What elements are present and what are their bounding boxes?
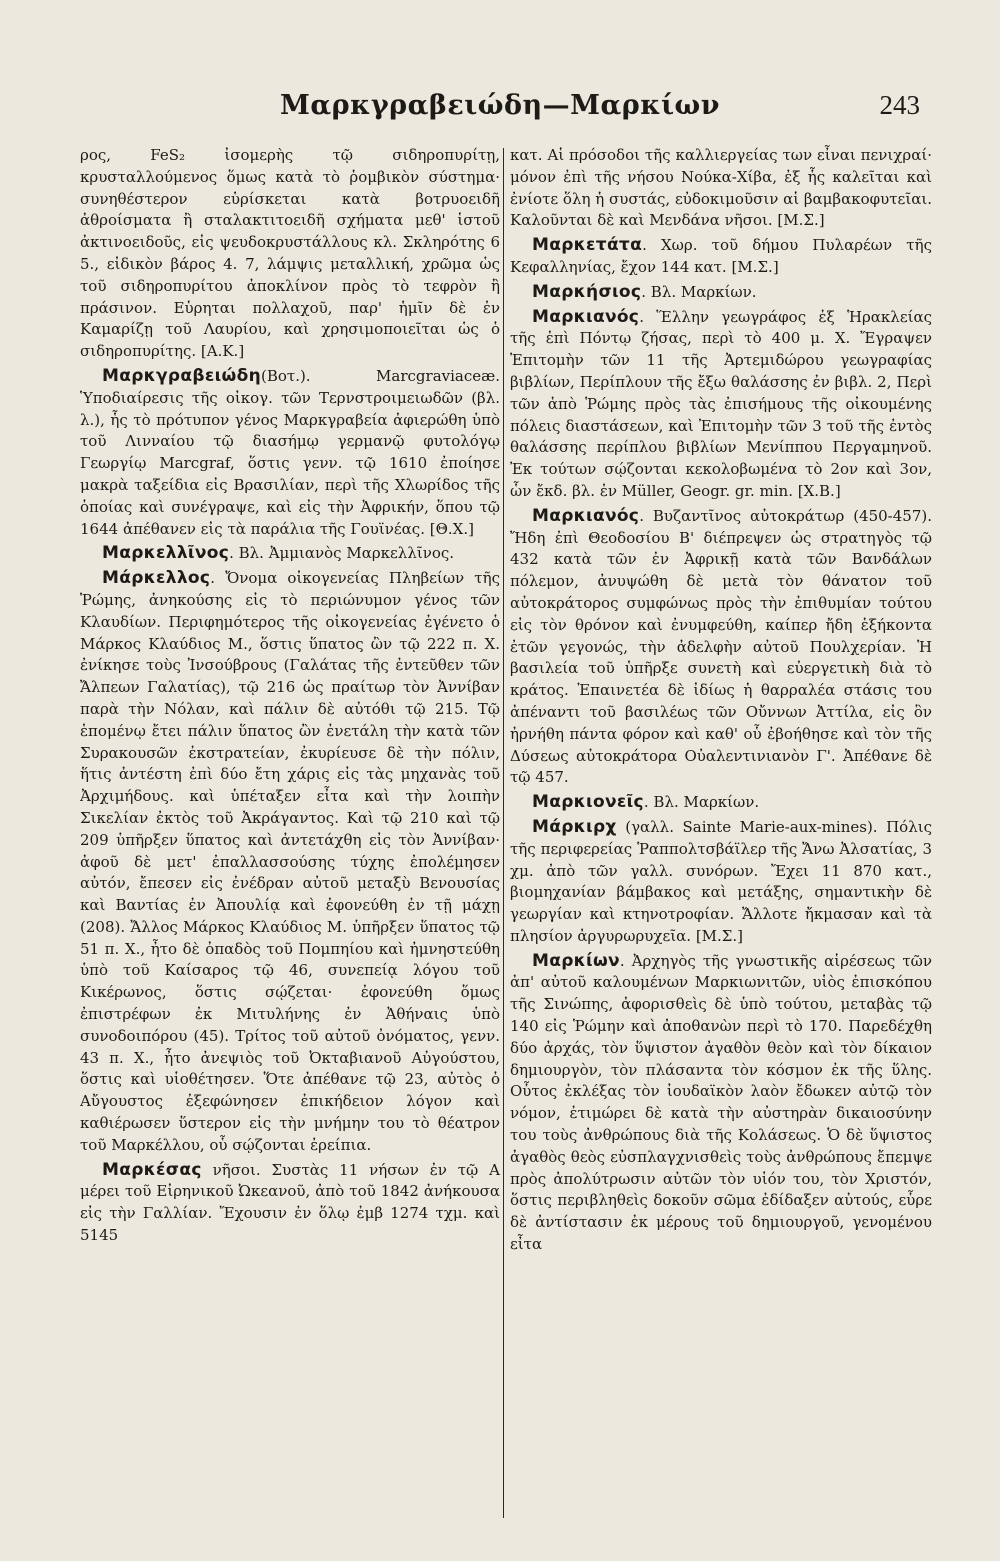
entry-headword: Μάρκιρχ xyxy=(532,816,617,837)
continuation-text: κατ. Αἱ πρόσοδοι τῆς καλλιεργείας των εἶναι πενιχραί· μόνον ἐπὶ τῆς νήσου Νούκα-Χίβα, ἐξ ἧς καλεῖται καὶ ἐνίοτε ὅλη ἡ συστάς, εὐδοκιμοῦσιν αἱ βαμβακοφυτεῖαι. Καλοῦνται δὲ καὶ Μενδάνα νῆσοι. [Μ.Σ.] xyxy=(510,146,932,230)
entry-text: . Βυζαντῖνος αὐτοκράτωρ (450-457). Ἤδη ἐπὶ Θεοδοσίου Β' διέπρεψεν ὡς στρατηγὸς τῷ 432 κατὰ τῶν ἐν Ἀφρικῇ κατὰ τῶν Βανδάλων πόλεμον, ἀνυψώθη δὲ μετὰ τὸν θάνατον τοῦ αὐτοκράτορος συμφώνως πρὸς τὴν ἐπιθυμίαν τούτου εἰς τὸν θρόνον καὶ ἐνυμφεύθη, καίπερ ἤδη ἑξήκοντα ἐτῶν γεγονώς, τὴν ἀδελφὴν αὐτοῦ Πουλχερίαν. Ἡ βασιλεία τοῦ ὑπῆρξε συνετὴ καὶ εὐεργετικὴ διὰ τὸ κράτος. Ἐπαινετέα δὲ ἰδίως ἡ θαρραλέα στάσις του ἀπέναντι τοῦ βασιλέως τῶν Οὔννων Ἀττίλα, εἰς ὃν ἠρνήθη πάντα φόρον καὶ καθ' οὗ ἐβοήθησε καὶ τὸν τῆς Δύσεως αὐτοκράτορα Οὐαλεντινιανὸν Γ'. Ἀπέθανε δὲ τῷ 457. xyxy=(510,506,932,787)
entry-headword: Μαρκελλῖνος xyxy=(102,543,230,564)
right-column xyxy=(510,145,932,1259)
column-divider xyxy=(503,148,504,1518)
entry-text: . Βλ. Ἀμμιανὸς Μαρκελλῖνος. xyxy=(229,544,455,563)
page-number: 243 xyxy=(879,90,920,120)
entry-text: . Χωρ. τοῦ δήμου Πυλαρέων τῆς Κεφαλληνίας, ἔχον 144 κατ. [Μ.Σ.] xyxy=(510,236,932,276)
entry-markesios xyxy=(510,282,932,304)
entry-markgraveiode xyxy=(80,366,500,540)
page-header xyxy=(0,84,1000,124)
entry-markellinos xyxy=(80,543,500,565)
entry-headword: Μαρκιανός xyxy=(532,306,640,327)
entry-text: . Βλ. Μαρκίων. xyxy=(641,282,757,301)
entry-text: (Βοτ.). Marcgraviaceæ. Ὑποδιαίρεσις τῆς οἰκογ. τῶν Τερνστροιμειωδῶν (βλ. λ.), ἧς τὸ πρότυπον γένος Μαρκγραβεία ἀφιερώθη ὑπὸ τοῦ Λινναίου τῷ διασήμῳ γερμανῷ φυτολόγῳ Γεωργίῳ Marcgraf, ὅστις γενν. τῷ 1610 ἐποίησε μακρὰ ταξείδια εἰς Βρασιλίαν, περὶ τῆς Χλωρίδος τῆς ὁποίας καὶ συνέγραψε, καὶ εἰς τὴν Ἀφρικήν, ὅπου τῷ 1644 ἀπέθανεν εἰς τὰ παράλια τῆς Γουϊνέας. [Θ.Χ.] xyxy=(80,366,500,538)
entry-text: . Ὄνομα οἰκογενείας Πληβείων τῆς Ῥώμης, ἀνηκούσης εἰς τὸ περιώνυμον γένος τῶν Κλαυδίων. Περιφημότερος τῆς οἰκογενείας ἐγένετο ὁ Μάρκος Κλαύδιος Μ., ὅστις ὕπατος ὢν τῷ 222 π. Χ. ἐνίκησε τοὺς Ἰνσούβρους (Γαλάτας τῆς ἐντεῦθεν τῶν Ἄλπεων Γαλατίας), τῷ 216 ὡς πραίτωρ τὸν Ἀννίβαν παρὰ τὴν Νόλαν, καὶ πάλιν δὲ αὐτόθι τῷ 215. Τῷ ἑπομένῳ ἔτει πάλιν ὕπατος ὢν ἐνετάλη τὴν κατὰ τῶν Συρακουσῶν ἐκστρατείαν, ἐκυρίευσε δὲ τὴν πόλιν, ἥτις ἀντέστη ἐπὶ δύο ἔτη χάρις εἰς τὰς μηχανὰς τοῦ Ἀρχιμήδους. καὶ ὑπέταξεν εἶτα καὶ τὴν λοιπὴν Σικελίαν ἐκτὸς τοῦ Ἀκράγαντος. Καὶ τῷ 210 καὶ τῷ 209 ὑπῆρξεν ὕπατος καὶ ἀντετάχθη εἰς τὸν Ἀννίβαν· ἀφοῦ δὲ μετ' ἐπαλλασσούσης τύχης ἐπολέμησεν αὐτόν, ἔπεσεν εἰς ἐνέδραν αὐτοῦ μεταξὺ Βενουσίας καὶ Βαντίας ἐν Ἀπουλίᾳ καὶ ἐφονεύθη ἐν τῇ μάχῃ (208). Ἄλλος Μάρκος Κλαύδιος Μ. ὑπῆρξεν ὕπατος τῷ 51 π. Χ., ἦτο δὲ ὀπαδὸς τοῦ Πομπηίου καὶ ἠμνηστεύθη ὑπὸ τοῦ Καίσαρος τῷ 46, συνεπείᾳ λόγου τοῦ Κικέρωνος, ὅστις σῴζεται· ἐφονεύθη ὅμως ἐπιστρέφων ἐκ Μιτυλήνης ἐν Ἀθήναις ὑπὸ συνοδοιπόρου (45). Τρίτος τοῦ αὐτοῦ ὀνόματος, γενν. 43 π. Χ., ἦτο ἀνεψιὸς τοῦ Ὀκταβιανοῦ Αὐγούστου, ὅστις καὶ υἱοθέτησεν. Ὅτε ἀπέθανε τῷ 23, αὐτὸς ὁ Αὔγουστος ἐξεφώνησεν ἐπικήδειον λόγον καὶ καθιέρωσεν ὕστερον εἰς τὴν μνήμην του τὸ θέατρον τοῦ Μαρκέλλου, οὗ σῴζονται ἐρείπια. xyxy=(80,569,500,1154)
entry-text: . Ἕλλην γεωγράφος ἐξ Ἡρακλείας τῆς ἐπὶ Πόντῳ ζήσας, περὶ τὸ 400 μ. Χ. Ἔγραψεν Ἐπιτομὴν τῶν 11 τῆς Ἀρτεμιδώρου γεωγραφίας βιβλίων, Περίπλουν τῆς ἔξω θαλάσσης ἐν βιβλ. 2, Περὶ τῶν ἀπὸ Ῥώμης πρὸς τὰς ἐπισήμους τῆς οἰκουμένης πόλεις διαστάσεων, καὶ Ἐπιτομὴν τῶν 3 τοῦ τῆς ἐντὸς θαλάσσης περίπλου βιβλίων Μενίππου Περγαμηνοῦ. Ἐκ τούτων σῴζονται κεκολοβωμένα τὸ 2ον καὶ 3ον, ὧν ἔκδ. βλ. ἐν Müller, Geogr. gr. min. [Χ.Β.] xyxy=(510,307,932,500)
continuation-text: ρος, FeS₂ ἰσομερὴς τῷ σιδηροπυρίτῃ, κρυσταλλούμενος ὅμως κατὰ τὸ ῥομβικὸν σύστημα· συνηθέστερον εὑρίσκεται κατὰ βοτρυοειδῆ ἀθροίσματα ἢ σταλακτιτοειδῆ σχήματα μεθ' ἱστοῦ ἀκτινοειδοῦς, εἰς ψευδοκρυστάλλους κλ. Σκληρότης 6 5., εἰδικὸν βάρος 4. 7, λάμψις μεταλλική, χρῶμα ὡς τοῦ σιδηροπυρίτου ἀποκλίνον πρὸς τὸ τεφρὸν ἢ πράσινον. Εὑρηται πολλαχοῦ, παρ' ἡμῖν δὲ ἐν Καμαρίζῃ τοῦ Λαυρίου, καὶ χρησιμοποιεῖται ὡς ὁ σιδηροπυρίτης. [Α.Κ.] xyxy=(80,146,500,361)
entry-markellos xyxy=(80,568,500,1157)
entry-headword: Μαρκίων xyxy=(532,950,620,971)
entry-text: (γαλλ. Sainte Marie-aux-mines). Πόλις τῆς περιφερείας Ῥαππολτσβάϊλερ τῆς Ἄνω Ἀλσατίας, 3 χμ. ἀπὸ τῶν γαλλ. συνόρων. Ἔχει 11 870 κατ., βιομηχανίαν βάμβακος καὶ μετάξης, σημαντικὴν δὲ γεωργίαν καὶ κτηνοτροφίαν. Ἄλλοτε ἤκμασαν καὶ τὰ πλησίον ἀργυρωρυχεῖα. [Μ.Σ.] xyxy=(510,817,932,945)
entry-text: . Βλ. Μαρκίων. xyxy=(643,793,760,812)
entry-headword: Μαρκιονεῖς xyxy=(532,792,644,813)
entry-markianos-emperor xyxy=(510,506,932,789)
entry-headword: Μαρκγραβειώδη xyxy=(102,365,261,386)
entry-markion xyxy=(510,951,932,1256)
entry-text: νῆσοι. Συστὰς 11 νήσων ἐν τῷ Α μέρει τοῦ Εἰρηνικοῦ Ὠκεανοῦ, ἀπὸ τοῦ 1842 ἀνήκουσα εἰς τὴν Γαλλίαν. Ἔχουσιν ἐν ὅλῳ ἐμβ 1274 τχμ. καὶ 5145 xyxy=(80,1160,500,1245)
entry-markesas xyxy=(80,1160,500,1247)
entry-marketata xyxy=(510,235,932,279)
entry-markioneis xyxy=(510,792,932,814)
entry-text: . Ἀρχηγὸς τῆς γνωστικῆς αἱρέσεως τῶν ἀπ' αὐτοῦ καλουμένων Μαρκιωνιτῶν, υἱὸς ἐπισκόπου τῆς Σινώπης, ἀφορισθεὶς δὲ ὑπὸ τούτου, μεταβὰς τῷ 140 εἰς Ῥώμην καὶ ἀποθανὼν περὶ τὸ 170. Παρεδέχθη δύο ἀρχάς, τὸν ὕψιστον ἀγαθὸν θεὸν καὶ τὸν δίκαιον δημιουργὸν, τὸν πλάσαντα τὸν κόσμον ἐκ τῆς ὕλης. Οὗτος ἐκλέξας τὸν ἰουδαϊκὸν λαὸν ἔδωκεν αὐτῷ τὸν νόμον, ἐτιμώρει δὲ κατὰ τὴν αὐστηρὰν δικαιοσύνην του τοὺς ἀνθρώπους διὰ τῆς Κολάσεως. Ὁ δὲ ὕψιστος ἀγαθὸς θεὸς εὐσπλαγχνισθεὶς τοὺς ἀνθρώπους ἔπεμψε πρὸς ἀπολύτρωσιν αὐτῶν τὸν υἱόν του, τὸν Χριστόν, ὅστις περιβληθεὶς δοκοῦν σῶμα ἐδίδαξεν αὐτούς, εὗρε δὲ ἀντίστασιν ἐκ μέρους τοῦ δημιουργοῦ, γενομένου εἶτα xyxy=(510,951,932,1254)
entry-headword: Μάρκελλος xyxy=(102,568,211,589)
running-head: Μαρκγραβειώδη—Μαρκίων xyxy=(279,90,721,121)
left-column xyxy=(80,145,500,1250)
entry-headword: Μαρκιανός xyxy=(532,505,640,526)
entry-markirch xyxy=(510,817,932,948)
entry-markianos-geographer xyxy=(510,307,932,503)
entry-headword: Μαρκέσας xyxy=(102,1159,202,1180)
entry-headword: Μαρκετάτα xyxy=(532,235,643,256)
entry-headword: Μαρκήσιος xyxy=(532,281,642,302)
